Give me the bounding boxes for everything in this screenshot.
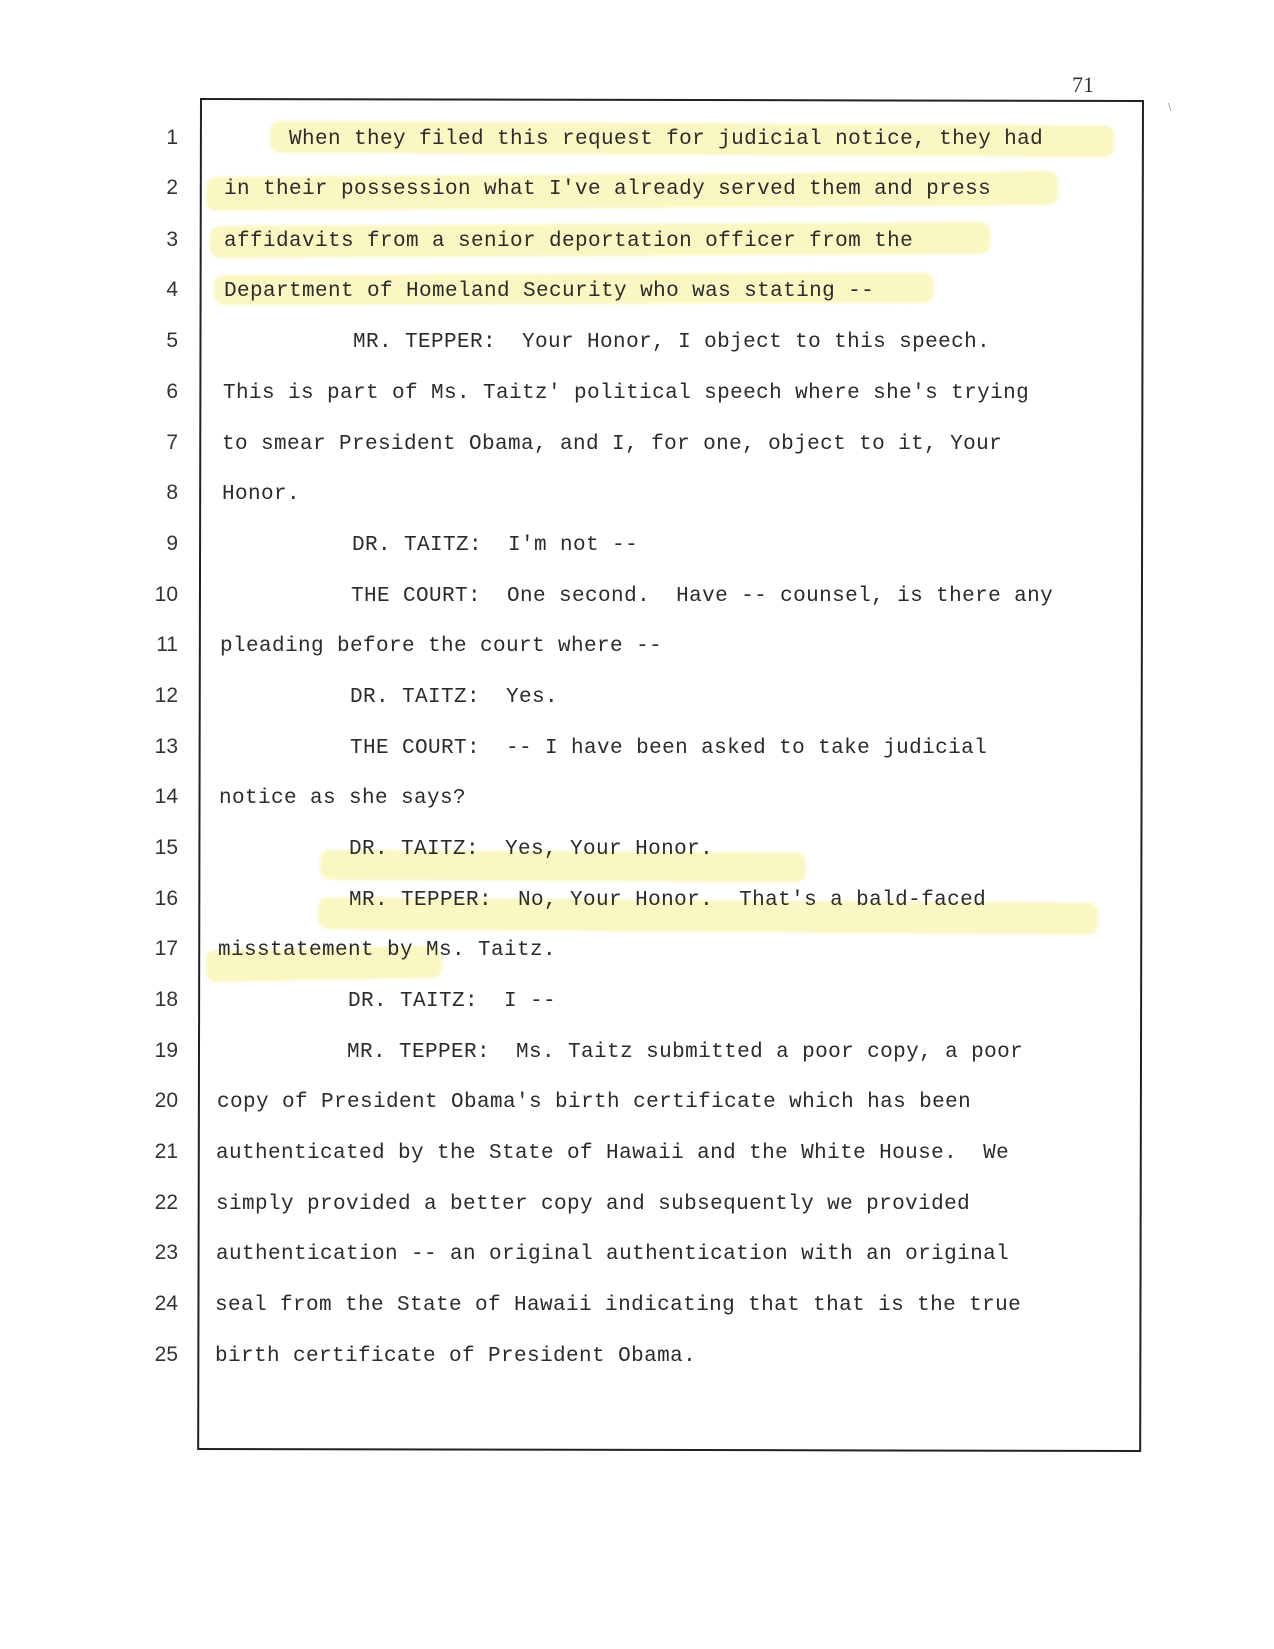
transcript-line: to smear President Obama, and I, for one, object to it, Your [222, 433, 1003, 456]
transcript-line: pleading before the court where -- [220, 635, 663, 658]
line-number: 11 [156, 633, 178, 656]
line-number-column [0, 0, 180, 1649]
line-number: 17 [154, 937, 178, 960]
transcript-line: seal from the State of Hawaii indicating that that is the true [215, 1294, 1022, 1317]
line-number: 3 [166, 228, 178, 251]
line-number: 12 [154, 684, 178, 707]
line-number: 16 [154, 887, 178, 910]
transcript-line: MR. TEPPER: Your Honor, I object to this speech. [223, 331, 991, 354]
line-number: 18 [154, 988, 178, 1011]
line-number: 19 [154, 1039, 178, 1062]
transcript-line: DR. TAITZ: I -- [218, 990, 557, 1013]
line-number: 25 [154, 1343, 178, 1366]
line-number: 13 [154, 735, 178, 758]
line-number: 22 [154, 1191, 178, 1214]
transcript-line: birth certificate of President Obama. [215, 1345, 697, 1368]
transcript-line: When they filed this request for judicial notice, they had [224, 128, 1044, 151]
line-number: 9 [166, 532, 178, 555]
transcript-line: Honor. [222, 483, 301, 506]
transcript-line: DR. TAITZ: Yes. [220, 686, 559, 709]
transcript-line: notice as she says? [219, 787, 467, 810]
line-number: 15 [154, 836, 178, 859]
page-number: 71 [1072, 72, 1094, 97]
line-number: 5 [166, 329, 178, 352]
line-number: 24 [154, 1292, 178, 1315]
transcript-line: MR. TEPPER: Ms. Taitz submitted a poor copy, a poor [217, 1041, 1024, 1064]
transcript-line: simply provided a better copy and subsequently we provided [216, 1193, 971, 1216]
line-number: 4 [166, 278, 178, 301]
transcript-line: Department of Homeland Security who was stating -- [224, 280, 875, 303]
transcript-line: authentication -- an original authentication with an original [216, 1243, 1010, 1266]
line-number: 14 [154, 785, 178, 808]
line-number: 21 [154, 1140, 178, 1163]
transcript-line: DR. TAITZ: Yes, Your Honor. [219, 838, 714, 861]
transcript-line: affidavits from a senior deportation officer from the [224, 230, 914, 253]
transcript-line: This is part of Ms. Taitz' political speech where she's trying [223, 382, 1030, 405]
transcript-line: DR. TAITZ: I'm not -- [222, 534, 639, 557]
line-number: 10 [154, 583, 178, 606]
line-number: 23 [154, 1241, 178, 1264]
transcript-line: THE COURT: -- I have been asked to take judicial [220, 737, 988, 760]
transcript-line: authenticated by the State of Hawaii and the White House. We [216, 1142, 1010, 1165]
scan-speck: \ [1168, 102, 1172, 113]
line-number: 1 [166, 126, 178, 149]
transcript-line: misstatement by Ms. Taitz. [218, 939, 557, 962]
line-number: 2 [166, 176, 178, 199]
transcript-line: MR. TEPPER: No, Your Honor. That's a bald-faced [219, 889, 987, 912]
transcript-line: copy of President Obama's birth certificate which has been [217, 1091, 972, 1114]
line-number: 7 [166, 431, 178, 454]
transcript-line: THE COURT: One second. Have -- counsel, is there any [221, 585, 1054, 608]
line-number: 8 [166, 481, 178, 504]
line-number: 6 [166, 380, 178, 403]
line-number: 20 [154, 1089, 178, 1112]
transcript-line: in their possession what I've already served them and press [224, 178, 992, 201]
